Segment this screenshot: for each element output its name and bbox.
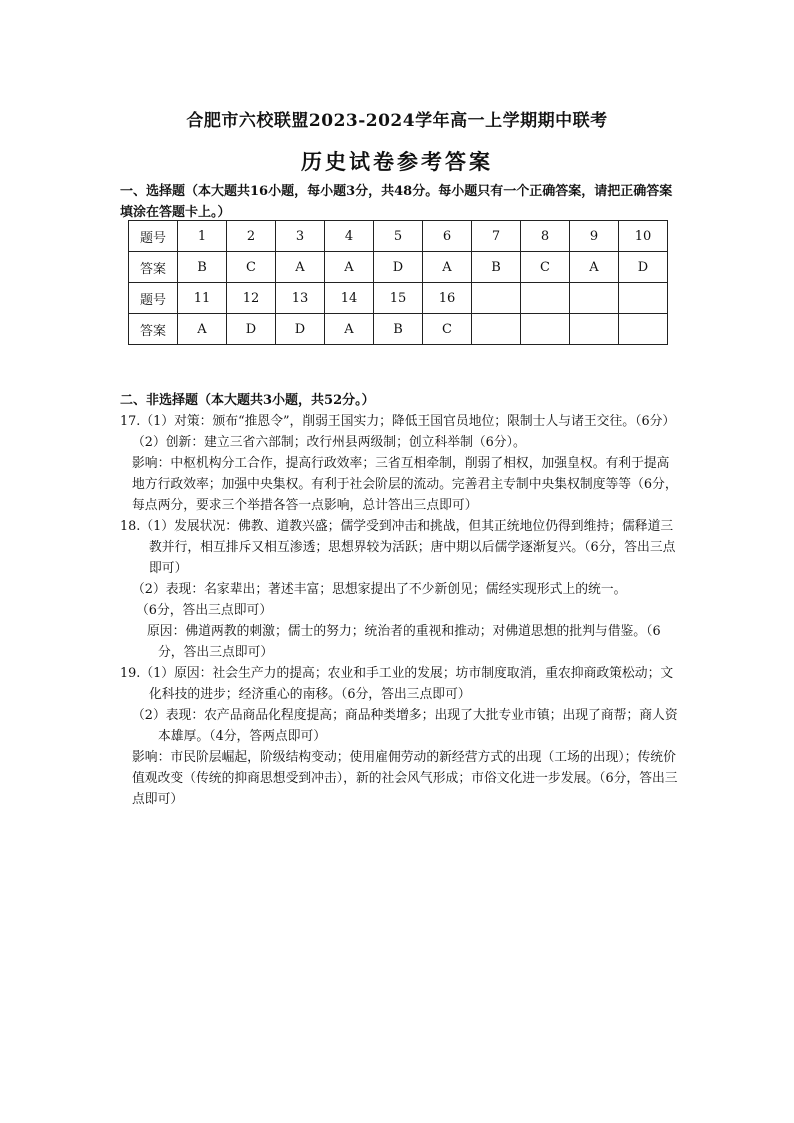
table-cell (570, 283, 619, 314)
table-cell: B (472, 252, 521, 283)
table-label-answer: 答案 (129, 314, 178, 345)
table-cell: 2 (227, 221, 276, 252)
q18-part2: （2）表现：名家辈出；著述丰富；思想家提出了不少新创见；儒经实现形式上的统一。 (132, 582, 627, 597)
document-subtitle: 历史试卷参考答案 (301, 149, 493, 174)
table-cell: 5 (374, 221, 423, 252)
table-cell: 16 (423, 283, 472, 314)
q18-part1: 18.（1）发展状况：佛教、道教兴盛；儒学受到冲击和挑战，但其正统地位仍得到维持；儒释道三教并行，相互排斥又相互渗透；思想界较为活跃；唐中期以后儒学逐渐复兴。（6分，答出三点即可） (120, 519, 676, 576)
table-cell: B (374, 314, 423, 345)
table-cell: 15 (374, 283, 423, 314)
table-cell: A (570, 252, 619, 283)
table-cell: C (227, 252, 276, 283)
table-row-answers-2 (129, 314, 668, 345)
table-cell: D (619, 252, 668, 283)
table-row-answers-1 (129, 252, 668, 283)
table-cell: C (423, 314, 472, 345)
table-cell: 4 (325, 221, 374, 252)
q18-part2-score: （6分，答出三点即可） (136, 603, 273, 618)
table-label-question: 题号 (129, 283, 178, 314)
table-cell: A (423, 252, 472, 283)
table-cell: 13 (276, 283, 325, 314)
table-row-questions-1 (129, 221, 668, 252)
section1-heading: 一、选择题（本大题共16小题，每小题3分，共48分。每小题只有一个正确答案，请把正确答案填涂在答题卡上。） (120, 184, 673, 220)
q18-reason: 原因：佛道两教的刺激；儒士的努力；统治者的重视和推动；对佛道思想的批判与借鉴。（6分，答出三点即可） (147, 624, 661, 660)
q17-impact: 影响：中枢机构分工合作，提高行政效率；三省互相牵制，削弱了相权，加强皇权。有利于提高地方行政效率；加强中央集权。有利于社会阶层的流动。完善君主专制中央集权制度等等（6分，每点两分，要求三个举措各答一点影响，总计答出三点即可） (132, 456, 678, 513)
table-cell: C (521, 252, 570, 283)
q19-part1: 19.（1）原因：社会生产力的提高；农业和手工业的发展；坊市制度取消，重农抑商政策松动；文化科技的进步；经济重心的南移。（6分，答出三点即可） (120, 666, 674, 702)
table-cell (619, 283, 668, 314)
table-cell (619, 314, 668, 345)
q17-part1: 17.（1）对策：颁布“推恩令”，削弱王国实力；降低王国官员地位；限制士人与诸王交往。（6分） (120, 414, 676, 429)
table-cell: A (325, 252, 374, 283)
table-cell: 9 (570, 221, 619, 252)
table-cell: 8 (521, 221, 570, 252)
table-cell: 12 (227, 283, 276, 314)
table-cell: 3 (276, 221, 325, 252)
table-cell: 6 (423, 221, 472, 252)
q19-part2: （2）表现：农产品商品化程度提高；商品种类增多；出现了大批专业市镇；出现了商帮；商人资本雄厚。（4分，答两点即可） (132, 708, 678, 744)
table-cell: 11 (178, 283, 227, 314)
answers-body (120, 411, 680, 810)
table-cell: B (178, 252, 227, 283)
table-label-answer: 答案 (129, 252, 178, 283)
q19-impact: 影响：市民阶层崛起，阶级结构变动；使用雇佣劳动的新经营方式的出现（工场的出现）；传统价值观改变（传统的抑商思想受到冲击），新的社会风气形成；市俗文化进一步发展。（6分，答出三点即可） (132, 750, 678, 807)
table-cell: A (178, 314, 227, 345)
table-label-question: 题号 (129, 221, 178, 252)
table-cell: 14 (325, 283, 374, 314)
table-cell (570, 314, 619, 345)
table-cell: D (374, 252, 423, 283)
exam-title: 合肥市六校联盟2023-2024学年高一上学期期中联考 (186, 111, 608, 131)
table-cell: A (276, 252, 325, 283)
table-row-questions-2 (129, 283, 668, 314)
table-cell: 1 (178, 221, 227, 252)
table-cell: A (325, 314, 374, 345)
table-cell: D (276, 314, 325, 345)
table-cell: 7 (472, 221, 521, 252)
table-cell (521, 314, 570, 345)
answer-table (128, 220, 668, 345)
table-cell (521, 283, 570, 314)
table-cell (472, 314, 521, 345)
table-cell: D (227, 314, 276, 345)
table-cell (472, 283, 521, 314)
q17-part2: （2）创新：建立三省六部制；改行州县两级制；创立科举制（6分）。 (132, 435, 526, 450)
section2-heading: 二、非选择题（本大题共3小题，共52分。） (120, 393, 375, 408)
table-cell: 10 (619, 221, 668, 252)
